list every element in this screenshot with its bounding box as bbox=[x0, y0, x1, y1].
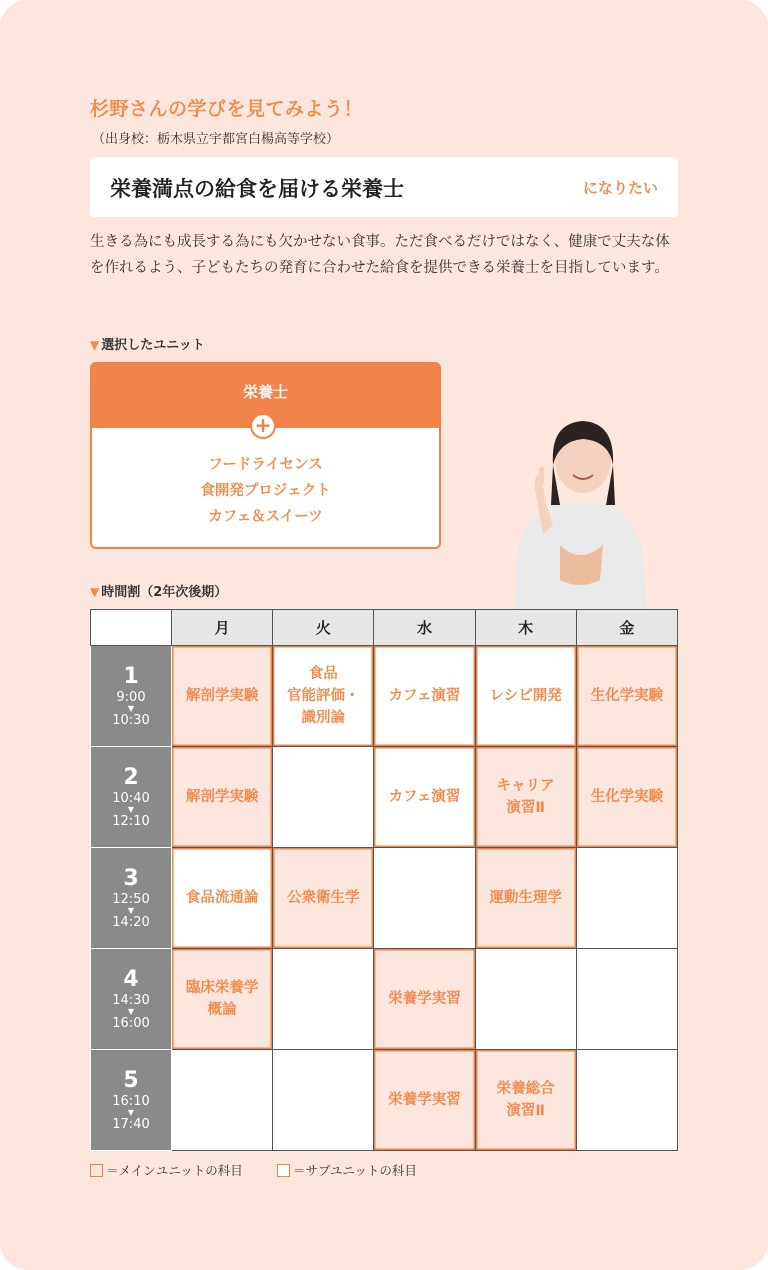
class-cell: 解剖学実験 bbox=[172, 646, 273, 747]
period-start: 10:40 bbox=[112, 791, 150, 806]
class-cell bbox=[172, 1050, 273, 1151]
sub-unit-list bbox=[92, 452, 439, 530]
period-start: 12:50 bbox=[112, 892, 150, 907]
period-number: 5 bbox=[123, 1068, 139, 1093]
legend-sub-swatch bbox=[277, 1164, 290, 1177]
class-cell: 公衆衛生学 bbox=[273, 848, 374, 949]
main-unit: 栄養士 bbox=[90, 362, 441, 428]
arrow-down-icon: ▼ bbox=[127, 704, 135, 713]
day-header: 火 bbox=[273, 610, 374, 646]
description: 生きる為にも成長する為にも欠かせない食事。ただ食べるだけではなく、健康で丈夫な体を作れるよう、子どもたちの発育に合わせた給食を提供できる栄養士を目指しています。 bbox=[90, 234, 670, 276]
day-header: 木 bbox=[475, 610, 576, 646]
legend-main-swatch bbox=[90, 1164, 103, 1177]
timetable-row bbox=[91, 848, 678, 949]
class-cell bbox=[576, 848, 677, 949]
arrow-down-icon: ▼ bbox=[127, 906, 135, 915]
period-end: 12:10 bbox=[112, 814, 150, 829]
period-number: 2 bbox=[123, 765, 139, 790]
class-cell bbox=[576, 1050, 677, 1151]
units-section-label bbox=[90, 334, 205, 353]
page-title: 杉野さんの学びを見てみよう！ bbox=[90, 98, 364, 120]
period-cell bbox=[91, 646, 172, 747]
class-cell: 食品流通論 bbox=[172, 848, 273, 949]
class-cell: 臨床栄養学 概論 bbox=[172, 949, 273, 1050]
period-cell bbox=[91, 848, 172, 949]
timetable-row bbox=[91, 1050, 678, 1151]
class-cell bbox=[576, 949, 677, 1050]
sub-unit-item: フードライセンス bbox=[208, 457, 323, 473]
timetable-label: 時間割（2年次後期） bbox=[101, 585, 228, 600]
period-end: 10:30 bbox=[112, 713, 150, 728]
class-cell: カフェ演習 bbox=[374, 747, 475, 848]
timetable-row bbox=[91, 949, 678, 1050]
class-cell bbox=[273, 1050, 374, 1151]
period-cell bbox=[91, 1050, 172, 1151]
arrow-down-icon: ▼ bbox=[127, 1108, 135, 1117]
class-cell: 解剖学実験 bbox=[172, 747, 273, 848]
class-cell bbox=[475, 949, 576, 1050]
triangle-down-icon: ▼ bbox=[90, 585, 100, 599]
period-end: 16:00 bbox=[112, 1016, 150, 1031]
class-cell: 栄養学実習 bbox=[374, 949, 475, 1050]
class-cell: 生化学実験 bbox=[576, 646, 677, 747]
period-start: 16:10 bbox=[112, 1094, 150, 1109]
triangle-down-icon: ▼ bbox=[90, 338, 100, 352]
legend-sub bbox=[277, 1161, 417, 1179]
class-cell: 栄養学実習 bbox=[374, 1050, 475, 1151]
student-photo bbox=[505, 405, 655, 610]
class-cell: カフェ演習 bbox=[374, 646, 475, 747]
class-cell bbox=[273, 949, 374, 1050]
sub-units-box bbox=[90, 428, 441, 549]
legend-main bbox=[90, 1161, 243, 1179]
goal-main: 栄養満点の給食を届ける栄養士 bbox=[110, 177, 404, 201]
class-cell bbox=[273, 747, 374, 848]
corner-cell bbox=[91, 610, 172, 646]
day-header: 水 bbox=[374, 610, 475, 646]
day-header: 月 bbox=[172, 610, 273, 646]
period-number: 3 bbox=[123, 866, 139, 891]
period-end: 17:40 bbox=[112, 1117, 150, 1132]
sub-unit-item: 食開発プロジェクト bbox=[200, 483, 331, 499]
units-label: 選択したユニット bbox=[101, 338, 205, 353]
legend-main-label: ＝メインユニットの科目 bbox=[106, 1163, 243, 1178]
class-cell: レシピ開発 bbox=[475, 646, 576, 747]
arrow-down-icon: ▼ bbox=[127, 1007, 135, 1016]
period-cell bbox=[91, 747, 172, 848]
period-number: 1 bbox=[123, 664, 139, 689]
goal-box bbox=[90, 157, 678, 217]
class-cell: 栄養総合 演習Ⅱ bbox=[475, 1050, 576, 1151]
class-cell: キャリア 演習Ⅱ bbox=[475, 747, 576, 848]
class-cell: 生化学実験 bbox=[576, 747, 677, 848]
period-number: 4 bbox=[123, 967, 139, 992]
class-cell: 食品 官能評価・ 識別論 bbox=[273, 646, 374, 747]
class-cell: 運動生理学 bbox=[475, 848, 576, 949]
sub-unit-item: カフェ＆スイーツ bbox=[208, 509, 323, 525]
day-header: 金 bbox=[576, 610, 677, 646]
timetable-row bbox=[91, 747, 678, 848]
timetable bbox=[90, 609, 678, 1151]
legend-sub-label: ＝サブユニットの科目 bbox=[293, 1163, 417, 1178]
class-cell bbox=[374, 848, 475, 949]
goal-suffix: になりたい bbox=[582, 179, 658, 197]
arrow-down-icon: ▼ bbox=[127, 805, 135, 814]
timetable-row bbox=[91, 646, 678, 747]
period-start: 14:30 bbox=[112, 993, 150, 1008]
school-name: （出身校：栃木県立宇都宮白楊高等学校） bbox=[92, 132, 340, 147]
period-start: 9:00 bbox=[116, 690, 146, 705]
plus-icon: + bbox=[250, 413, 276, 439]
timetable-header-row bbox=[91, 610, 678, 646]
timetable-section-label bbox=[90, 581, 227, 600]
period-end: 14:20 bbox=[112, 915, 150, 930]
period-cell bbox=[91, 949, 172, 1050]
